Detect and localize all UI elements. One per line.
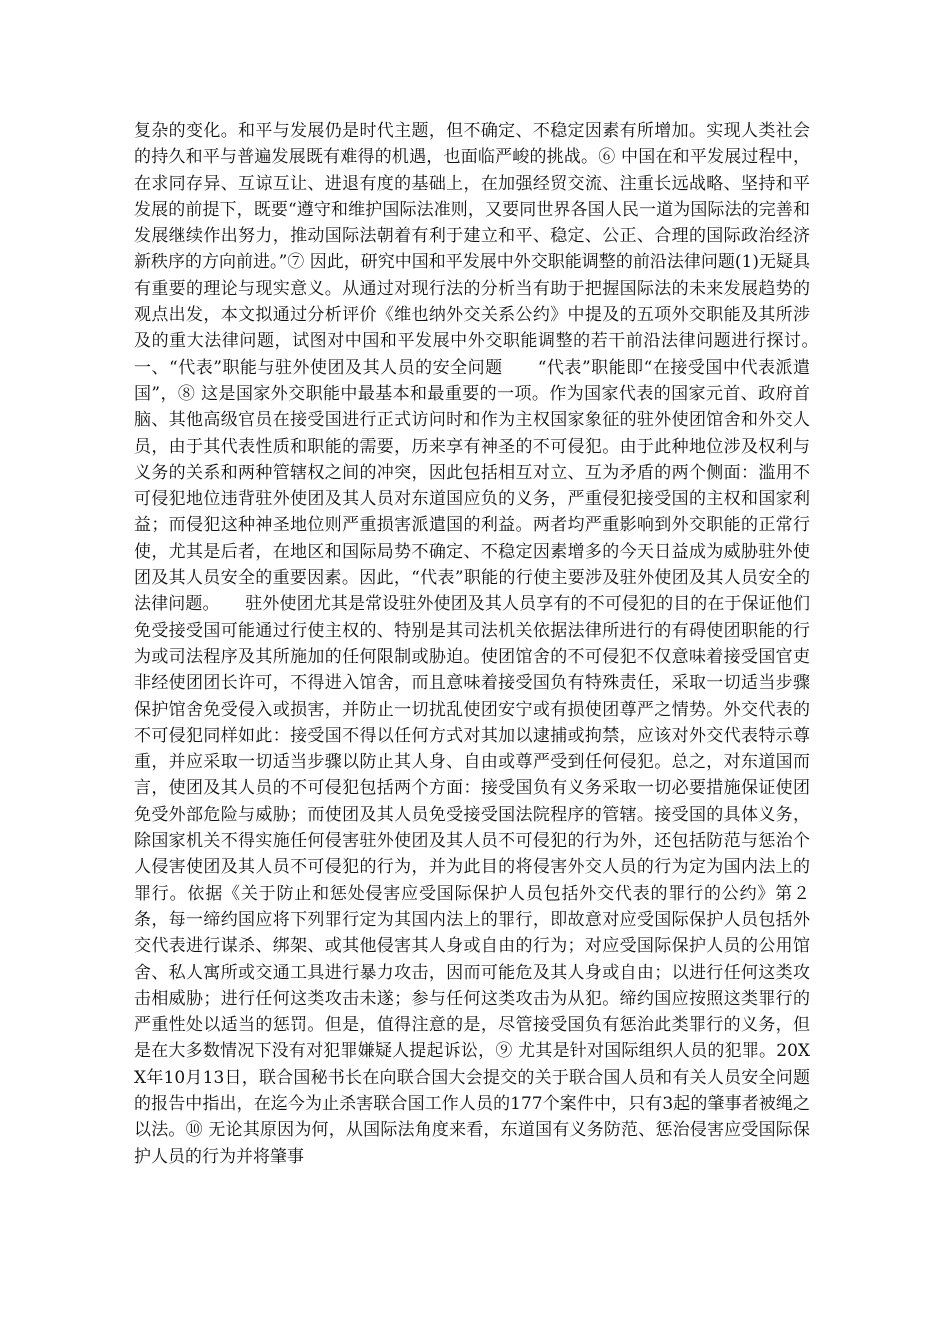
paragraph: 复杂的变化。和平与发展仍是时代主题，但不确定、不稳定因素有所增加。实现人类社会的持久和平与普遍发展既有难得的机遇，也面临严峻的挑战。⑥ 中国在和平发展过程中，在求同存异、互谅互让、进退有度的基础上，在加强经贸交流、注重长远战略、坚持和平发展的前提下，既要“遵守和维护国际法准则，又要同世界各国人民一道为国际法的完善和发展继续作出努力，推动国际法朝着有利于建立和平、稳定、公正、合理的国际政治经济新秩序的方向前进。”⑦ 因此，研究中国和平发展中外交职能调整的前沿法律问题(1)无疑具有重要的理论与现实意义。从通过对现行法的分析当有助于把握国际法的未来发展趋势的观点出发，本文拟通过分析评价《维也纳外交关系公约》中提及的五项外交职能及其所涉及的重大法律问题，试图对中国和平发展中外交职能调整的若干前沿法律问题进行探讨。 一、“代表”职能与驻外使团及其人员的安全问题 “代表”职能即“在接受国中代表派遣国”，⑧ 这是国家外交职能中最基本和最重要的一项。作为国家代表的国家元首、政府首脑、其他高级官员在接受国进行正式访问时和作为主权国家象征的驻外使团馆舍和外交人员，由于其代表性质和职能的需要，历来享有神圣的不可侵犯。由于此种地位涉及权利与义务的关系和两种管辖权之间的冲突，因此包括相互对立、互为矛盾的两个侧面：滥用不可侵犯地位违背驻外使团及其人员对东道国应负的义务，严重侵犯接受国的主权和国家利益；而侵犯这种神圣地位则严重损害派遣国的利益。两者均严重影响到外交职能的正常行使，尤其是后者，在地区和国际局势不确定、不稳定因素增多的今天日益成为威胁驻外使团及其人员安全的重要因素。因此，“代表”职能的行使主要涉及驻外使团及其人员安全的法律问题。 驻外使团尤其是常设驻外使团及其人员享有的不可侵犯的目的在于保证他们免受接受国可能通过行使主权的、特别是其司法机关依据法律所进行的有碍使团职能的行为或司法程序及其所施加的任何限制或胁迫。使团馆舍的不可侵犯不仅意味着接受国官吏非经使团团长许可，不得进入馆舍，而且意味着接受国负有特殊责任，采取一切适当步骤保护馆舍免受侵入或损害，并防止一切扰乱使团安宁或有损使团尊严之情势。外交代表的不可侵犯同样如此：接受国不得以任何方式对其加以逮捕或拘禁，应该对外交代表特示尊重，并应采取一切适当步骤以防止其人身、自由或尊严受到任何侵犯。总之，对东道国而言，使团及其人员的不可侵犯包括两个方面：接受国负有义务采取一切必要措施保证使团免受外部危险与威胁；而使团及其人员免受接受国法院程序的管辖。接受国的具体义务，除国家机关不得实施任何侵害驻外使团及其人员不可侵犯的行为外，还包括防范与惩治个人侵害使团及其人员不可侵犯的行为，并为此目的将侵害外交人员的行为定为国内法上的罪行。依据《关于防止和惩处侵害应受国际保护人员包括外交代表的罪行的公约》第２条，每一缔约国应将下列罪行定为其国内法上的罪行，即故意对应受国际保护人员包括外交代表进行谋杀、绑架、或其他侵害其人身或自由的行为；对应受国际保护人员的公用馆舍、私人寓所或交通工具进行暴力攻击，因而可能危及其人身或自由；以进行任何这类攻击相威胁；进行任何这类攻击未遂；参与任何这类攻击为从犯。缔约国应按照这类罪行的严重性处以适当的惩罚。但是，值得注意的是，尽管接受国负有惩治此类罪行的义务，但是在大多数情况下没有对犯罪嫌疑人提起诉讼，⑨ 尤其是针对国际组织人员的犯罪。20XX年10月13日，联合国秘书长在向联合国大会提交的关于联合国人员和有关人员安全问题的报告中指出，在迄今为止杀害联合国工作人员的177个案件中，只有3起的肇事者被绳之以法。⑩ 无论其原因为何，从国际法角度来看，东道国有义务防范、惩治侵害应受国际保护人员的行为并将肇事 bbox=[134, 121, 844, 1167]
body-text bbox=[134, 118, 844, 1170]
